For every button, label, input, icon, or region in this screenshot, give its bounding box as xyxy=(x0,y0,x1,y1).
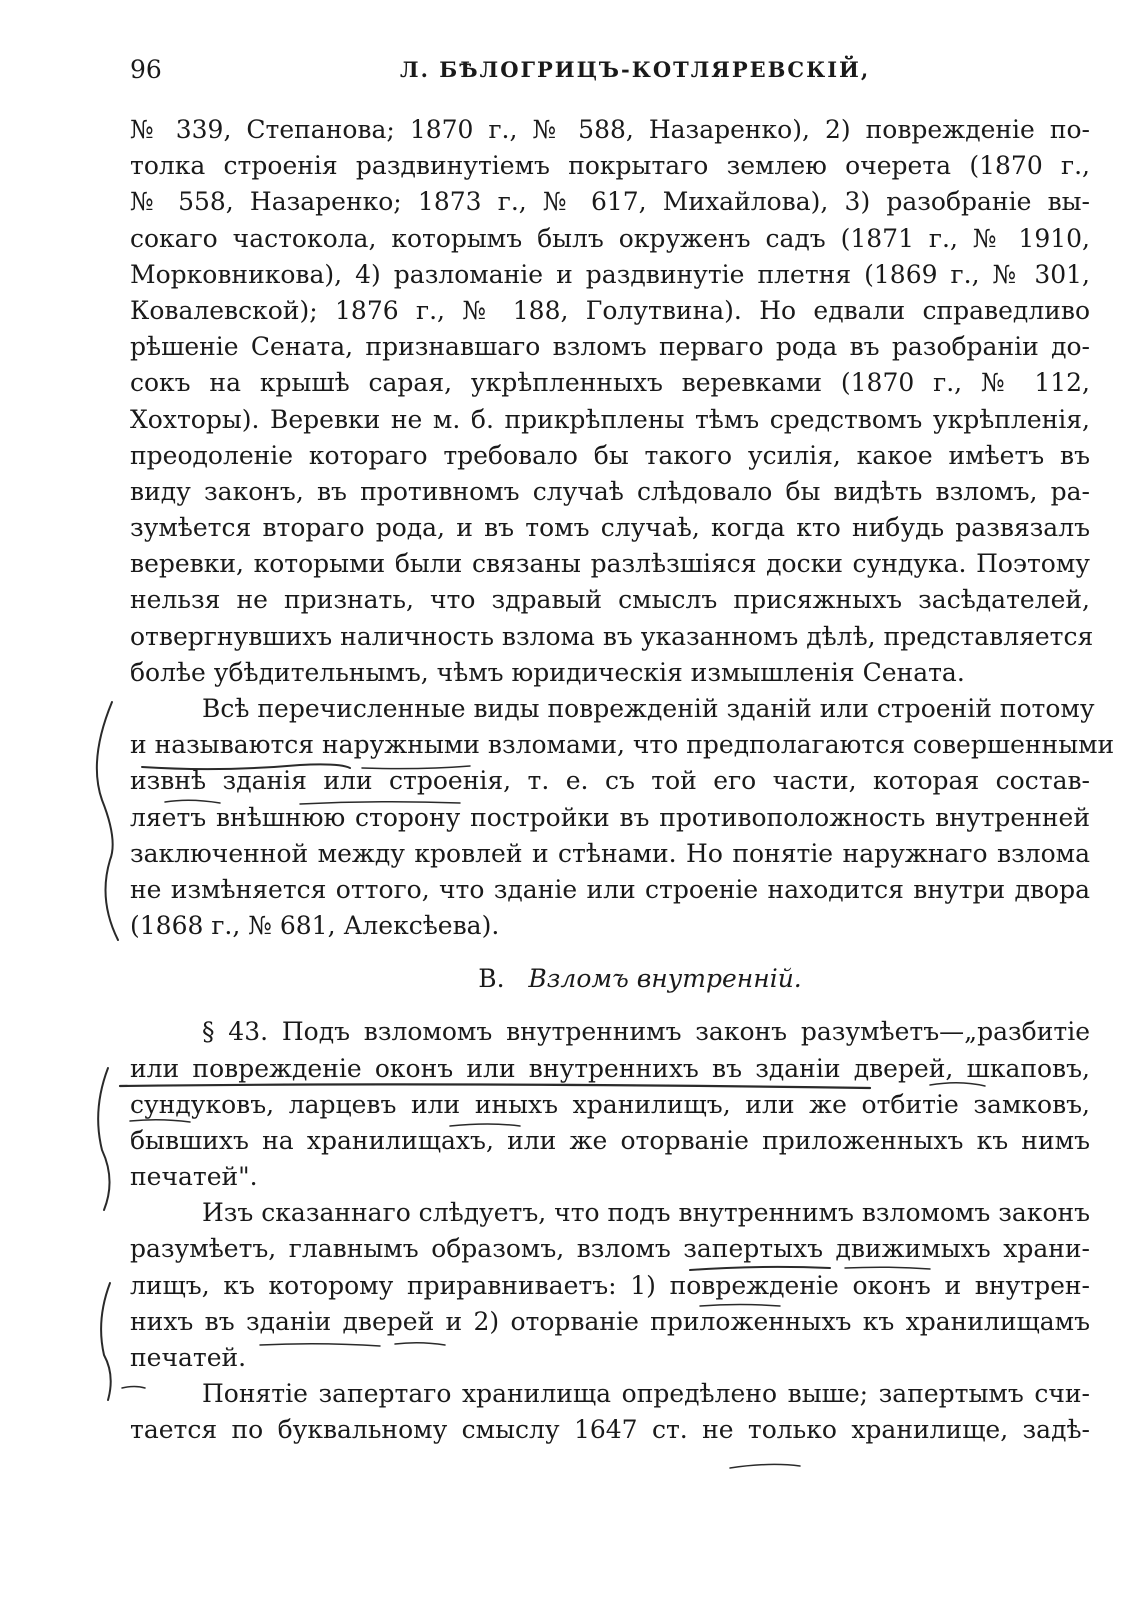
text-line: Морковникова), 4) разломаніе и раздвинутіе плетня (1869 г., № 301, xyxy=(130,259,1090,289)
text-line: сундуковъ, ларцевъ или иныхъ хранилищъ, или же отбитіе замковъ, xyxy=(130,1089,1090,1119)
text-line: № 558, Назаренко; 1873 г., № 617, Михайлова), 3) разобраніе вы- xyxy=(130,187,1090,217)
text-line: или поврежденіе оконъ или внутреннихъ въ зданіи дверей, шкаповъ, xyxy=(130,1053,1090,1083)
page-header xyxy=(0,55,1140,95)
text-line: виду законъ, въ противномъ случаѣ слѣдовало бы видѣть взломъ, ра- xyxy=(130,476,1090,506)
text-line: сокаго частокола, которымъ былъ окруженъ садъ (1871 г., № 1910, xyxy=(130,223,1090,253)
paragraph-3 xyxy=(130,1014,1090,1195)
section-heading xyxy=(130,944,1090,1014)
margin-bracket xyxy=(98,1068,109,1210)
text-line: преодоленіе котораго требовало бы такого усилія, какое имѣетъ въ xyxy=(130,440,1090,470)
text-line: извнѣ зданія или строенія, т. е. съ той его части, которая состав- xyxy=(130,766,1090,796)
text-line: лищъ, къ которому приравниваетъ: 1) поврежденіе оконъ и внутрен- xyxy=(130,1270,1090,1300)
text-line: толка строенія раздвинутіемъ покрытаго землею очерета (1870 г., xyxy=(130,151,1090,181)
text-line: нельзя не признать, что здравый смыслъ присяжныхъ засѣдателей, xyxy=(130,585,1090,615)
text-line: сокъ на крышѣ сарая, укрѣпленныхъ веревками (1870 г., № 112, xyxy=(130,368,1090,398)
text-line: № 339, Степанова; 1870 г., № 588, Назаренко), 2) поврежденіе по- xyxy=(130,115,1090,144)
text-line: печатей. xyxy=(130,1343,247,1372)
text-line: заключенной между кровлей и стѣнами. Но понятіе наружнаго взлома xyxy=(130,838,1090,868)
text-line: Ковалевской); 1876 г., № 188, Голутвина). Но едвали справедливо xyxy=(130,295,1090,325)
text-line: бывшихъ на хранилищахъ, или же оторваніе приложенныхъ къ нимъ xyxy=(130,1125,1090,1155)
text-line: § 43. Подъ взломомъ внутреннимъ законъ разумѣетъ—„разбитіе xyxy=(202,1017,1090,1047)
text-line: Изъ сказаннаго слѣдуетъ, что подъ внутреннимъ взломомъ законъ xyxy=(202,1198,1091,1228)
paragraph-1 xyxy=(130,112,1094,691)
text-line: рѣшеніе Сената, признавшаго взломъ перваго рода въ разобраніи до- xyxy=(130,332,1090,362)
paragraph-5 xyxy=(130,1376,1090,1448)
running-title: Л. БѢЛОГРИЦЪ-КОТЛЯРЕВСКІЙ, xyxy=(400,57,871,82)
text-line: (1868 г., № 681, Алексѣева). xyxy=(130,911,500,941)
text-line: нихъ въ зданіи дверей и 2) оторваніе приложенныхъ къ хранилищамъ xyxy=(130,1306,1090,1336)
text-line: и называются наружными взломами, что предполагаются совершенными xyxy=(130,730,1115,760)
text-line: болѣе убѣдительнымъ, чѣмъ юридическія измышленія Сената. xyxy=(130,657,965,687)
margin-bracket xyxy=(101,1283,111,1400)
section-title: Взломъ внутренній. xyxy=(528,964,802,994)
body-text xyxy=(130,112,1115,1449)
text-line: веревки, которыми были связаны разлѣзшіяся доски сундука. Поэтому xyxy=(130,549,1090,579)
section-letter: B. xyxy=(478,964,505,994)
text-line: тается по буквальному смыслу 1647 ст. не только хранилище, задѣ- xyxy=(130,1415,1090,1445)
text-line: отвергнувшихъ наличность взлома въ указанномъ дѣлѣ, представляется xyxy=(130,621,1094,651)
text-line: печатей". xyxy=(130,1162,258,1192)
text-line: Хохторы). Веревки не м. б. прикрѣплены тѣмъ средствомъ укрѣпленія, xyxy=(130,404,1090,434)
text-line: ляетъ внѣшнюю сторону постройки въ противоположность внутренней xyxy=(130,802,1090,832)
margin-bracket xyxy=(97,702,118,940)
text-line: не измѣняется оттого, что зданіе или строеніе находится внутри двора xyxy=(130,874,1090,904)
page-number: 96 xyxy=(130,55,162,84)
text-line: зумѣется втораго рода, и въ томъ случаѣ, когда кто нибудь развязалъ xyxy=(130,513,1090,543)
underline-mark xyxy=(730,1464,800,1468)
text-line: разумѣетъ, главнымъ образомъ, взломъ запертыхъ движимыхъ храни- xyxy=(130,1234,1090,1264)
paragraph-4 xyxy=(130,1195,1090,1376)
text-line: Понятіе запертаго хранилища опредѣлено выше; запертымъ счи- xyxy=(202,1379,1090,1409)
text-line: Всѣ перечисленные виды поврежденій зданій или строеній потому xyxy=(202,694,1095,723)
paragraph-2 xyxy=(130,691,1115,944)
